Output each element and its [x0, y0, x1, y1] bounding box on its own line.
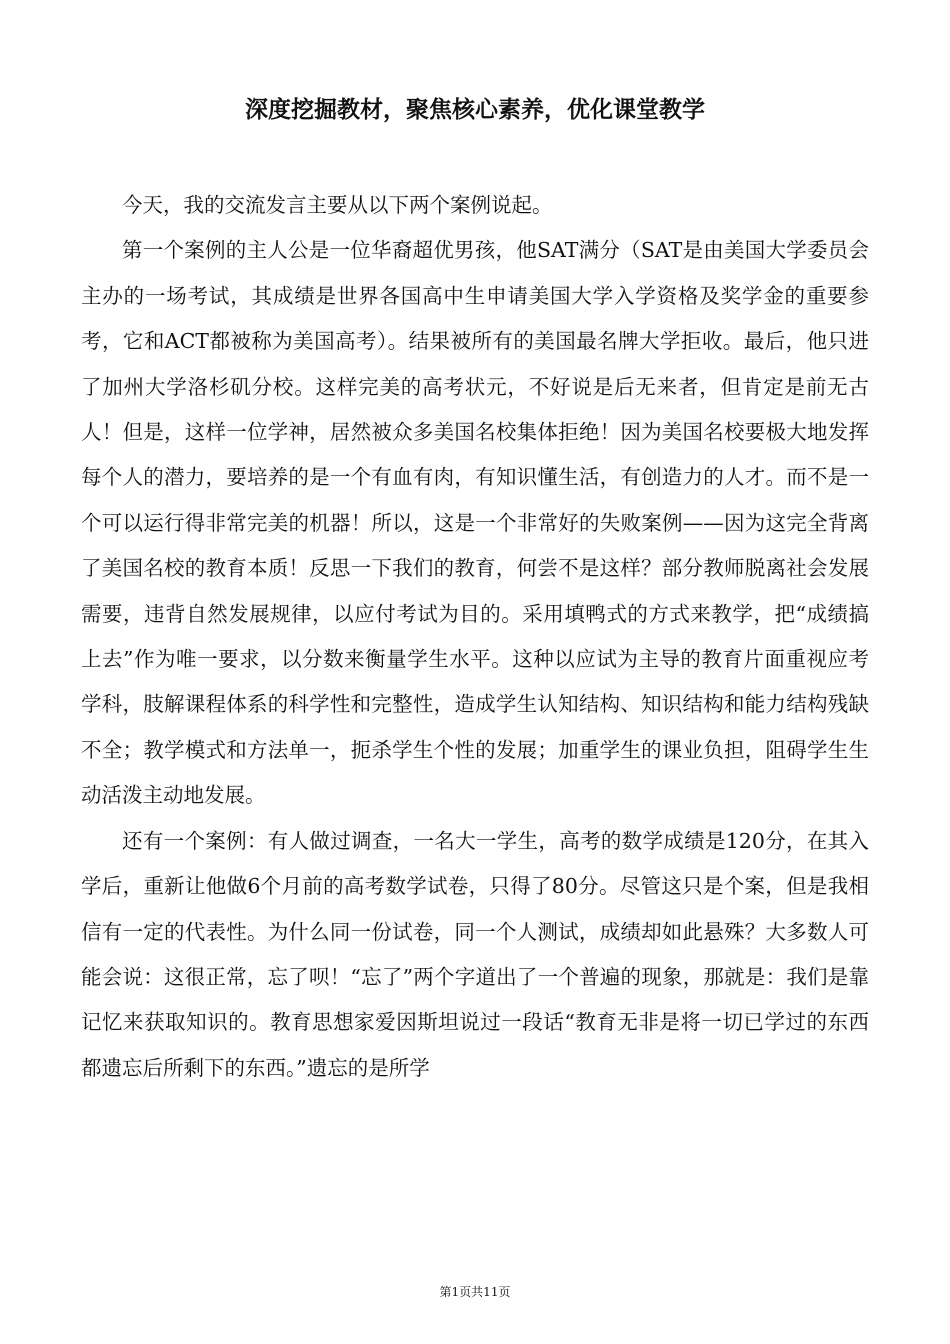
- page-number-footer: 第1页共11页: [439, 1285, 511, 1299]
- paragraph-case-one: 第一个案例的主人公是一位华裔超优男孩，他SAT满分（SAT是由美国大学委员会主办的一场考试，其成绩是世界各国高中生申请美国大学入学资格及奖学金的重要参考，它和ACT都被称为美国高考）。结果被所有的美国最名牌大学拒收。最后，他只进了加州大学洛杉矶分校。这样完美的高考状元，不好说是后无来者，但肯定是前无古人！但是，这样一位学神，居然被众多美国名校集体拒绝！因为美国名校要极大地发挥每个人的潜力，要培养的是一个有血有肉，有知识懂生活，有创造力的人才。而不是一个可以运行得非常完美的机器！所以，这是一个非常好的失败案例——因为这完全背离了美国名校的教育本质！反思一下我们的教育，何尝不是这样？部分教师脱离社会发展需要，违背自然发展规律，以应付考试为目的。采用填鸭式的方式来教学，把“成绩搞上去”作为唯一要求，以分数来衡量学生水平。这种以应试为主导的教育片面重视应考学科，肢解课程体系的科学性和完整性，造成学生认知结构、知识结构和能力结构残缺不全；教学模式和方法单一，扼杀学生个性的发展；加重学生的课业负担，阻碍学生生动活泼主动地发展。: [81, 238, 869, 808]
- document-title: 深度挖掘教材，聚焦核心素养，优化课堂教学: [245, 97, 705, 123]
- paragraph-intro: 今天，我的交流发言主要从以下两个案例说起。: [122, 193, 553, 217]
- paragraph-case-two: 还有一个案例：有人做过调查，一名大一学生，高考的数学成绩是120分，在其入学后，重新让他做6个月前的高考数学试卷，只得了80分。尽管这只是个案，但是我相信有一定的代表性。为什么同一份试卷，同一个人测试，成绩却如此悬殊？大多数人可能会说：这很正常，忘了呗！“忘了”两个字道出了一个普遍的现象，那就是：我们是靠记忆来获取知识的。教育思想家爱因斯坦说过一段话“教育无非是将一切已学过的东西都遗忘后所剩下的东西。”遗忘的是所学: [81, 828, 869, 1080]
- document-body: [81, 183, 869, 1091]
